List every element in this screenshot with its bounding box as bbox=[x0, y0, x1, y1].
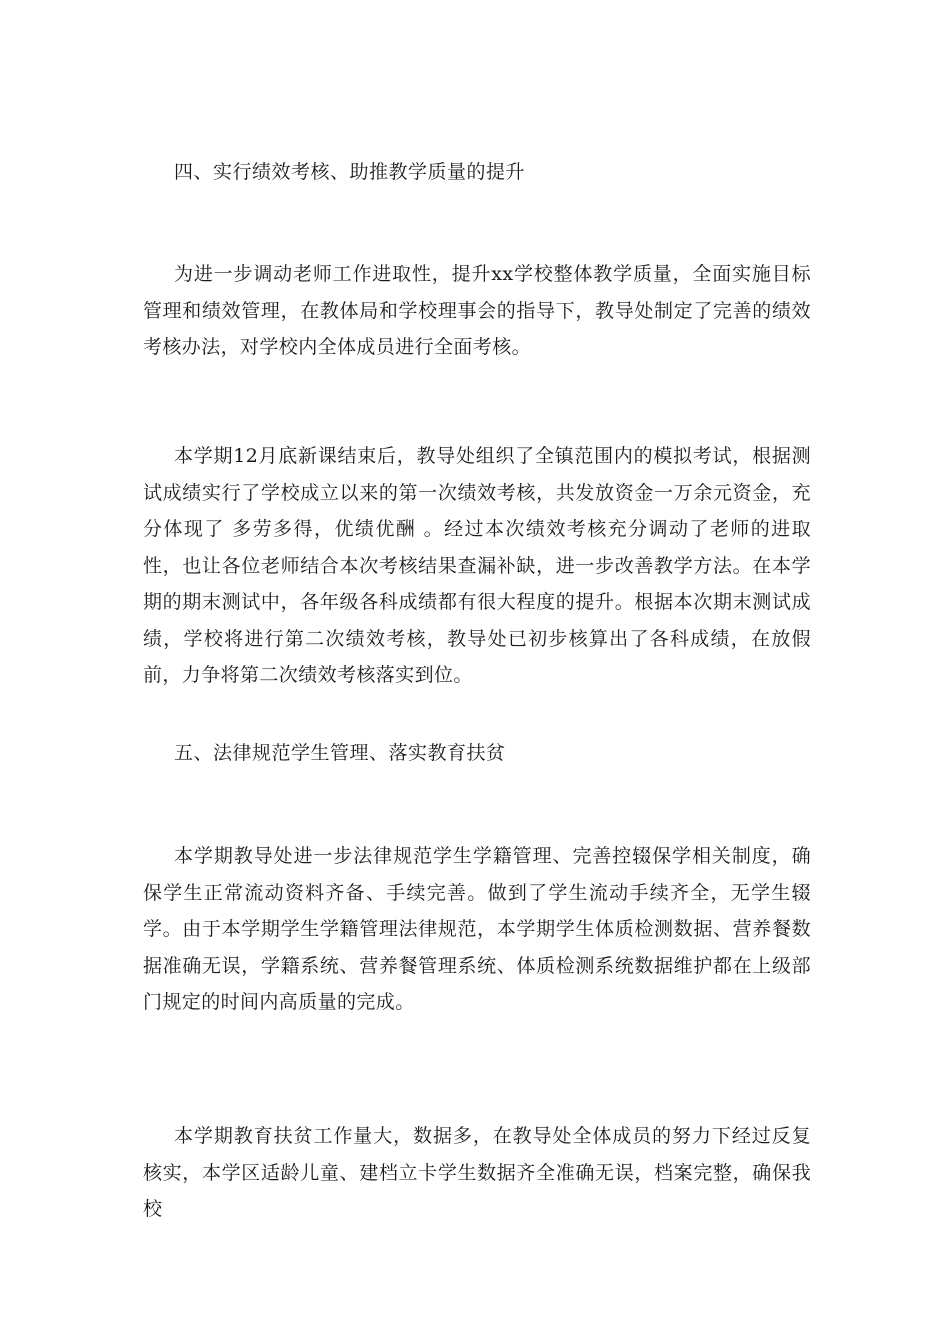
paragraph-performance-details: 本学期12月底新课结束后，教导处组织了全镇范围内的模拟考试，根据测试成绩实行了学校成立以来的第一次绩效考核，共发放资金一万余元资金，充分体现了 多劳多得，优绩优酬 。经过本次绩效考核充分调动了老师的进取性，也让各位老师结合本次考核结果查漏补缺，进一步改善教学方法。在本学期的期末测试中，各年级各科成绩都有很大程度的提升。根据本次期末测试成绩，学校将进行第二次绩效考核，教导处已初步核算出了各科成绩，在放假前，力争将第二次绩效考核落实到位。 bbox=[143, 445, 811, 686]
paragraph-student-management: 本学期教导处进一步法律规范学生学籍管理、完善控辍保学相关制度，确保学生正常流动资料齐备、手续完善。做到了学生流动手续齐全，无学生辍学。由于本学期学生学籍管理法律规范，本学期学生体质检测数据、营养餐数据准确无误，学籍系统、营养餐管理系统、体质检测系统数据维护都在上级部门规定的时间内高质量的完成。 bbox=[143, 845, 811, 1013]
paragraph-education-poverty-alleviation: 本学期教育扶贫工作量大，数据多，在教导处全体成员的努力下经过反复核实，本学区适龄儿童、建档立卡学生数据齐全准确无误，档案完整，确保我校 bbox=[143, 1125, 811, 1220]
section-heading-5: 五、法律规范学生管理、落实教育扶贫 bbox=[174, 742, 506, 764]
paragraph-performance-intro: 为进一步调动老师工作进取性，提升xx学校整体教学质量，全面实施目标管理和绩效管理，在教体局和学校理事会的指导下，教导处制定了完善的绩效考核办法，对学校内全体成员进行全面考核。 bbox=[143, 263, 811, 358]
section-heading-4: 四、实行绩效考核、助推教学质量的提升 bbox=[174, 161, 526, 183]
